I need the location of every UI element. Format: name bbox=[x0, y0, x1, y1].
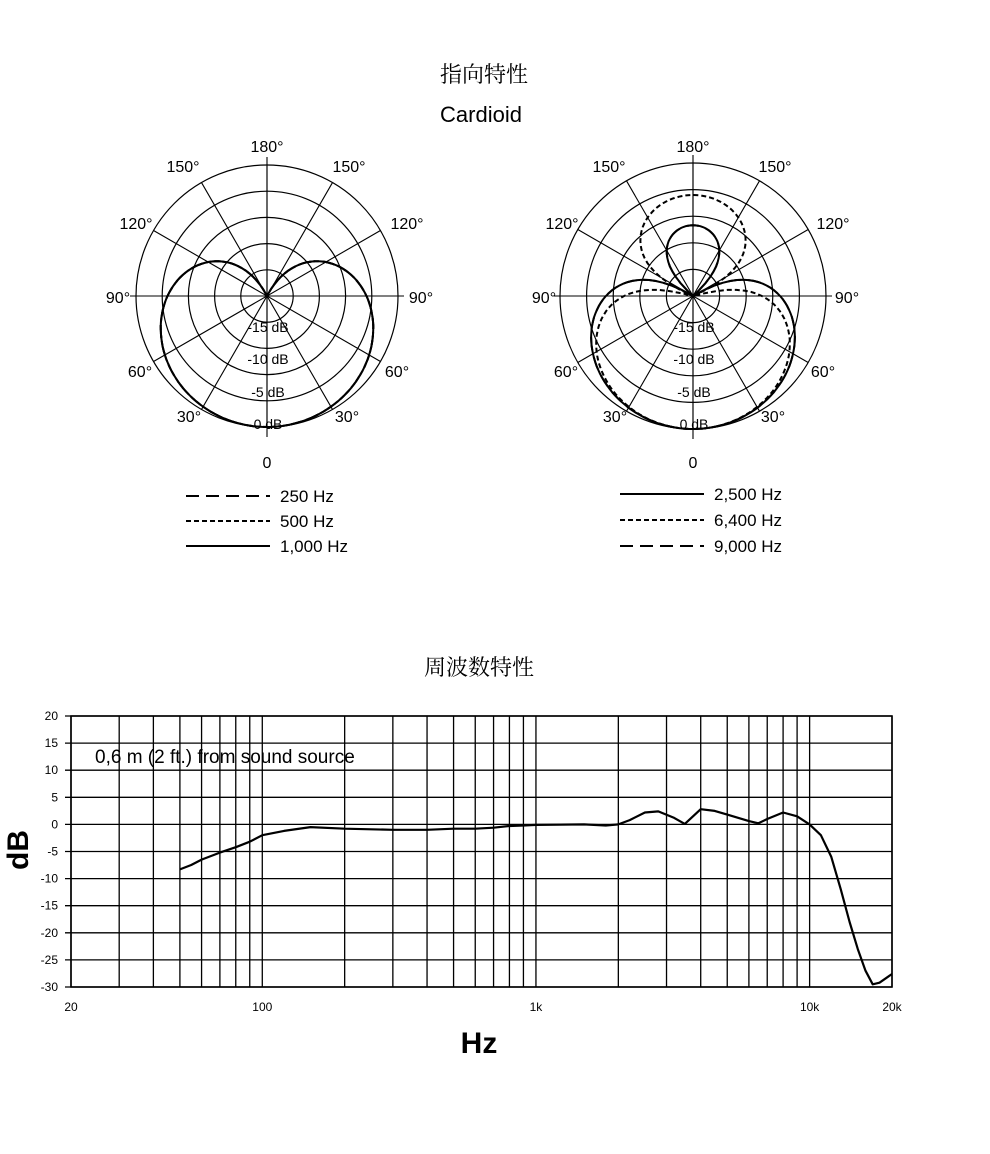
polar-angle-label: 60° bbox=[553, 364, 579, 381]
legend-label: 6,400 Hz bbox=[714, 511, 783, 530]
frequency-heading: 周波数特性 bbox=[423, 656, 535, 681]
polar-angle-label: 150° bbox=[332, 159, 366, 176]
y-tick-label: 5 bbox=[51, 790, 58, 805]
y-tick-label: 10 bbox=[44, 763, 58, 778]
polar-ring-label: -15 dB bbox=[247, 319, 289, 335]
polar-ring-label: -5 dB bbox=[677, 384, 711, 400]
polar-chart-left bbox=[106, 139, 433, 556]
polar-ring-label: -15 dB bbox=[673, 319, 715, 335]
frequency-response-chart bbox=[2, 709, 903, 1060]
x-tick-label: 1k bbox=[529, 1000, 543, 1014]
polar-angle-label: 120° bbox=[390, 216, 424, 233]
polar-ring-label: -10 dB bbox=[673, 351, 715, 367]
polar-angle-label: 0 bbox=[688, 455, 698, 472]
y-tick-label: -10 bbox=[40, 871, 58, 886]
polar-subheading: Cardioid bbox=[440, 102, 522, 127]
legend-label: 2,500 Hz bbox=[714, 485, 783, 504]
polar-angle-label: 120° bbox=[119, 216, 153, 233]
y-tick-label: 0 bbox=[51, 817, 58, 832]
chart-annotation: 0,6 m (2 ft.) from sound source bbox=[95, 747, 355, 768]
y-tick-label: -25 bbox=[40, 952, 58, 967]
x-tick-label: 20k bbox=[882, 1000, 902, 1014]
legend-label: 250 Hz bbox=[280, 487, 334, 506]
polar-angle-label: 30° bbox=[602, 409, 628, 426]
polar-angle-label: 180° bbox=[676, 139, 710, 156]
polar-angle-label: 0 bbox=[262, 455, 272, 472]
polar-heading: 指向特性 bbox=[439, 63, 529, 88]
legend-label: 1,000 Hz bbox=[280, 537, 349, 556]
polar-ring-label: 0 dB bbox=[679, 416, 709, 432]
y-tick-label: 15 bbox=[44, 736, 58, 751]
polar-angle-label: 120° bbox=[816, 216, 850, 233]
polar-angle-label: 60° bbox=[384, 364, 410, 381]
y-tick-label: 20 bbox=[44, 709, 58, 723]
polar-chart-right bbox=[532, 139, 859, 556]
polar-angle-label: 90° bbox=[531, 290, 557, 307]
y-tick-label: -5 bbox=[47, 844, 58, 859]
polar-angle-label: 150° bbox=[166, 159, 200, 176]
x-tick-label: 10k bbox=[799, 1000, 820, 1014]
legend-label: 500 Hz bbox=[280, 512, 334, 531]
polar-angle-label: 150° bbox=[758, 159, 792, 176]
polar-angle-label: 30° bbox=[334, 409, 360, 426]
polar-angle-label: 120° bbox=[545, 216, 579, 233]
polar-angle-label: 150° bbox=[592, 159, 626, 176]
polar-angle-label: 30° bbox=[760, 409, 786, 426]
polar-ring-label: -5 dB bbox=[251, 384, 285, 400]
y-axis-label: dB bbox=[2, 830, 35, 870]
legend-label: 9,000 Hz bbox=[714, 537, 783, 556]
y-tick-label: -20 bbox=[40, 925, 58, 940]
y-tick-label: -15 bbox=[40, 898, 58, 913]
x-axis-label: Hz bbox=[460, 1027, 498, 1060]
polar-angle-label: 180° bbox=[250, 139, 284, 156]
polar-angle-label: 90° bbox=[408, 290, 434, 307]
polar-angle-label: 60° bbox=[810, 364, 836, 381]
polar-ring-label: -10 dB bbox=[247, 351, 289, 367]
polar-ring-label: 0 dB bbox=[253, 416, 283, 432]
x-tick-label: 20 bbox=[64, 1000, 78, 1014]
polar-angle-label: 90° bbox=[105, 290, 131, 307]
polar-angle-label: 90° bbox=[834, 290, 860, 307]
y-tick-label: -30 bbox=[40, 980, 58, 994]
polar-angle-label: 60° bbox=[127, 364, 153, 381]
x-tick-label: 100 bbox=[252, 1000, 273, 1014]
polar-angle-label: 30° bbox=[176, 409, 202, 426]
